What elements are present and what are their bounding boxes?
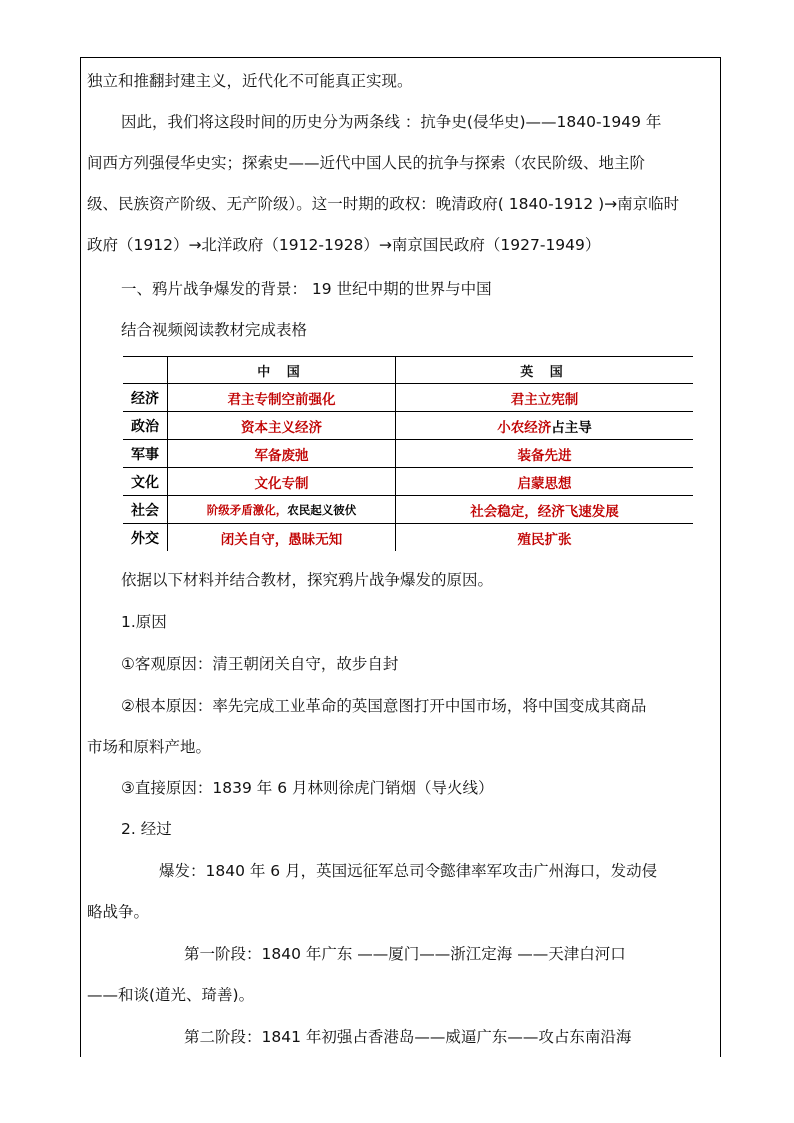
outbreak-text: 爆发：1840 年 6 月，英国远征军总司令懿律率军攻击广州海口，发动侵: [159, 862, 658, 880]
china-cell-red: 阶级矛盾激化，: [206, 502, 288, 517]
table-row: [123, 496, 693, 524]
row-label: 社会: [123, 496, 168, 524]
stage-one-text: 第一阶段：1840 年广东 ——厦门——浙江定海 ——天津白河口: [184, 945, 626, 963]
china-cell: 军备废弛: [168, 440, 396, 468]
causes-title: 1.原因: [121, 613, 167, 631]
row-label: 政治: [123, 412, 168, 440]
table-row: [123, 440, 693, 468]
table-row: [123, 412, 693, 440]
table-row: [123, 524, 693, 552]
section-heading-background: 一、鸦片战争爆发的背景： 19 世纪中期的世界与中国: [121, 280, 492, 298]
process-title: 2. 经过: [121, 820, 172, 838]
britain-cell: [396, 412, 694, 440]
paragraph-history-lines-3: 级、民族资产阶级、无产阶级）。这一时期的政权：晚清政府( 1840-1912 )→南京临时: [87, 195, 680, 213]
paragraph-history-lines: 因此，我们将这段时间的历史分为两条线 ：抗争史(侵华史)——1840-1949 年: [121, 113, 662, 131]
paragraph-history-lines-2: 间西方列强侵华史实；探索史——近代中国人民的抗争与探索（农民阶级、地主阶: [87, 154, 646, 172]
row-label: 文化: [123, 468, 168, 496]
paragraph-history-lines-4: 政府（1912）→北洋政府（1912-1928）→南京国民政府（1927-1949）: [87, 236, 601, 254]
cause-direct: ③直接原因：1839 年 6 月林则徐虎门销烟（导火线）: [121, 779, 494, 797]
britain-cell: 殖民扩张: [517, 531, 572, 548]
cause-fundamental-2: 市场和原料产地。: [87, 738, 212, 756]
header-britain: 英 国: [396, 357, 694, 384]
outbreak-text-2: 略战争。: [87, 903, 150, 921]
china-cell: 资本主义经济: [168, 412, 396, 440]
china-cell-black: 农民起义彼伏: [287, 502, 357, 517]
britain-cell: 君主立宪制: [396, 384, 694, 412]
britain-cell: 社会稳定，经济飞速发展: [396, 496, 694, 524]
paragraph-continuation: 独立和推翻封建主义，近代化不可能真正实现。: [87, 72, 413, 90]
header-china: 中 国: [168, 357, 396, 384]
row-label: 经济: [123, 384, 168, 412]
china-cell: 文化专制: [168, 468, 396, 496]
britain-cell: 启蒙思想: [396, 468, 694, 496]
comparison-table: [123, 356, 693, 551]
britain-cell-black: 占主导: [551, 419, 592, 436]
table-row: [123, 384, 693, 412]
stage-two-text: 第二阶段：1841 年初强占香港岛——威逼广东——攻占东南沿海: [184, 1028, 632, 1046]
britain-cell-red: 小农经济: [497, 419, 552, 436]
china-cell: 君主专制空前强化: [168, 384, 396, 412]
cause-fundamental: ②根本原因：率先完成工业革命的英国意图打开中国市场，将中国变成其商品: [121, 697, 647, 715]
cause-objective: ①客观原因：清王朝闭关自守，故步自封: [121, 655, 399, 673]
table-row: [123, 468, 693, 496]
row-label: 军事: [123, 440, 168, 468]
table-instruction: 结合视频阅读教材完成表格: [121, 321, 308, 339]
britain-cell: 装备先进: [396, 440, 694, 468]
china-cell: [168, 496, 396, 524]
stage-one-text-2: ——和谈(道光、琦善)。: [87, 986, 255, 1004]
header-empty-cell: [123, 357, 168, 384]
explore-instruction: 依据以下材料并结合教材，探究鸦片战争爆发的原因。: [121, 571, 494, 589]
china-cell: 闭关自守，愚昧无知: [168, 524, 396, 552]
row-label: 外交: [123, 524, 168, 552]
table-header-row: [123, 357, 693, 384]
